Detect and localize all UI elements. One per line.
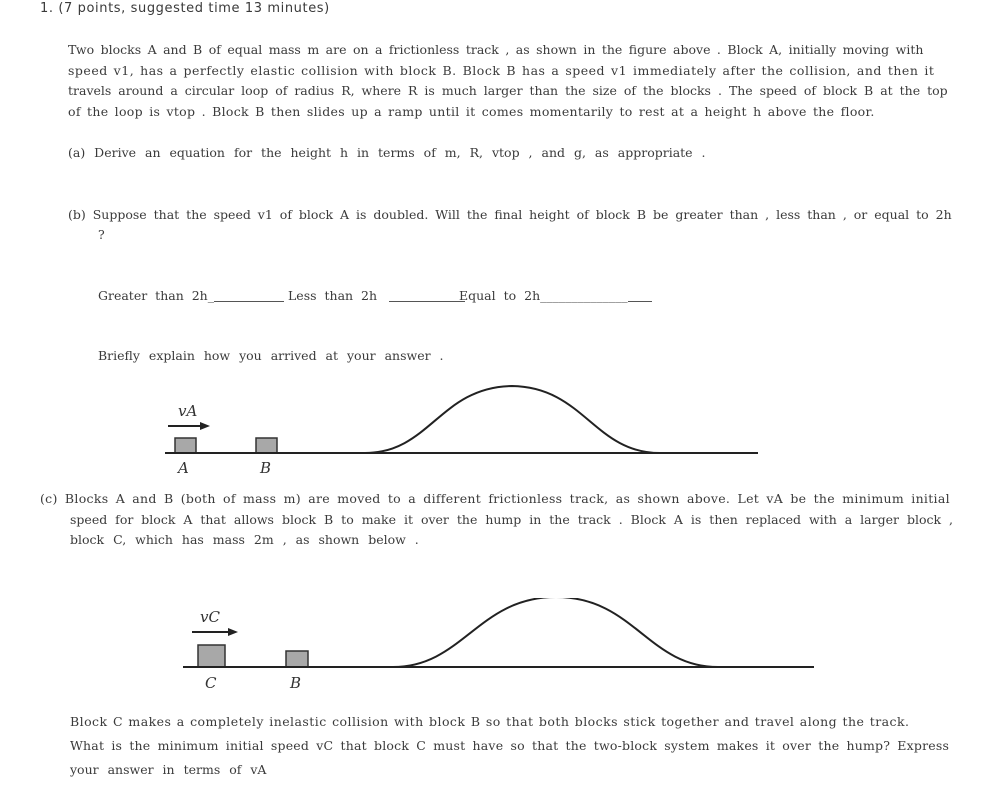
block-c — [198, 645, 225, 667]
block-b — [286, 651, 308, 667]
part-c-line-3: block C, which has mass 2m , as shown below . — [70, 532, 419, 547]
question-header: 1. (7 points, suggested time 13 minutes) — [40, 1, 330, 16]
block-a — [175, 438, 196, 453]
block-b-label: B — [260, 459, 272, 477]
intro-paragraph — [68, 40, 958, 122]
choice-equal-label: Equal to 2h______________ — [459, 288, 628, 303]
part-b-prompt-continuation: ? — [98, 227, 105, 242]
intro-line-2: speed v1, has a perfectly elastic collision with block B. Block B has a speed v1 immediately after the collision, and then it — [68, 62, 935, 78]
choice-equal-blank[interactable] — [628, 288, 652, 302]
velocity-arrow-icon — [192, 628, 238, 636]
velocity-arrow-icon — [168, 422, 210, 430]
choice-less-blank[interactable] — [389, 288, 465, 302]
velocity-label-vc: vC — [200, 608, 220, 626]
final-paragraph — [70, 710, 960, 782]
track-hump-1 — [365, 386, 660, 453]
choice-greater[interactable] — [98, 288, 284, 303]
intro-line-1: Two blocks A and B of equal mass m are on a frictionless track , as shown in the figure above . Block A, initially moving with — [68, 42, 924, 57]
final-line-1: Block C makes a completely inelastic collision with block B so that both blocks stick together and travel along the track. — [70, 714, 910, 729]
explain-prompt: Briefly explain how you arrived at your answer . — [98, 348, 444, 363]
block-a-label: A — [178, 459, 189, 477]
block-c-label: C — [205, 674, 217, 692]
final-line-2: What is the minimum initial speed vC that block C must have so that the two-block system makes it over the hump? Express — [70, 738, 950, 753]
intro-line-3: travels around a circular loop of radius R, where R is much larger than the size of the blocks . The speed of block B at the top — [68, 83, 948, 98]
track-hump-2 — [393, 598, 718, 667]
part-c-paragraph — [40, 489, 953, 551]
block-b — [256, 438, 277, 453]
choice-less-label: Less than 2h — [288, 288, 378, 303]
final-line-3: your answer in terms of vA — [70, 762, 267, 777]
part-c-line-1: (c) Blocks A and B (both of mass m) are moved to a different frictionless track, as shown above. Let vA be the minimum initial — [40, 491, 950, 506]
intro-line-4: of the loop is vtop . Block B then slides up a ramp until it comes momentarily to rest at a height h above the floor. — [68, 103, 875, 119]
choice-less[interactable] — [288, 288, 465, 303]
block-b-label: B — [290, 674, 302, 692]
choice-equal[interactable] — [459, 288, 652, 303]
part-a-prompt: (a) Derive an equation for the height h in terms of m, R, vtop , and g, as appropriate . — [68, 145, 706, 160]
choice-greater-blank[interactable] — [214, 288, 284, 302]
choice-greater-label: Greater than 2h_ — [98, 288, 214, 303]
part-b-prompt: (b) Suppose that the speed v1 of block A is doubled. Will the final height of block B be greater than , less than , or equal to 2h — [68, 207, 952, 222]
part-c-line-2: speed for block A that allows block B to make it over the hump in the track . Block A is then replaced with a larger block , — [70, 511, 953, 527]
figure-track-2 — [178, 598, 818, 698]
figure-track-1 — [160, 380, 760, 480]
velocity-label-va: vA — [178, 402, 198, 420]
